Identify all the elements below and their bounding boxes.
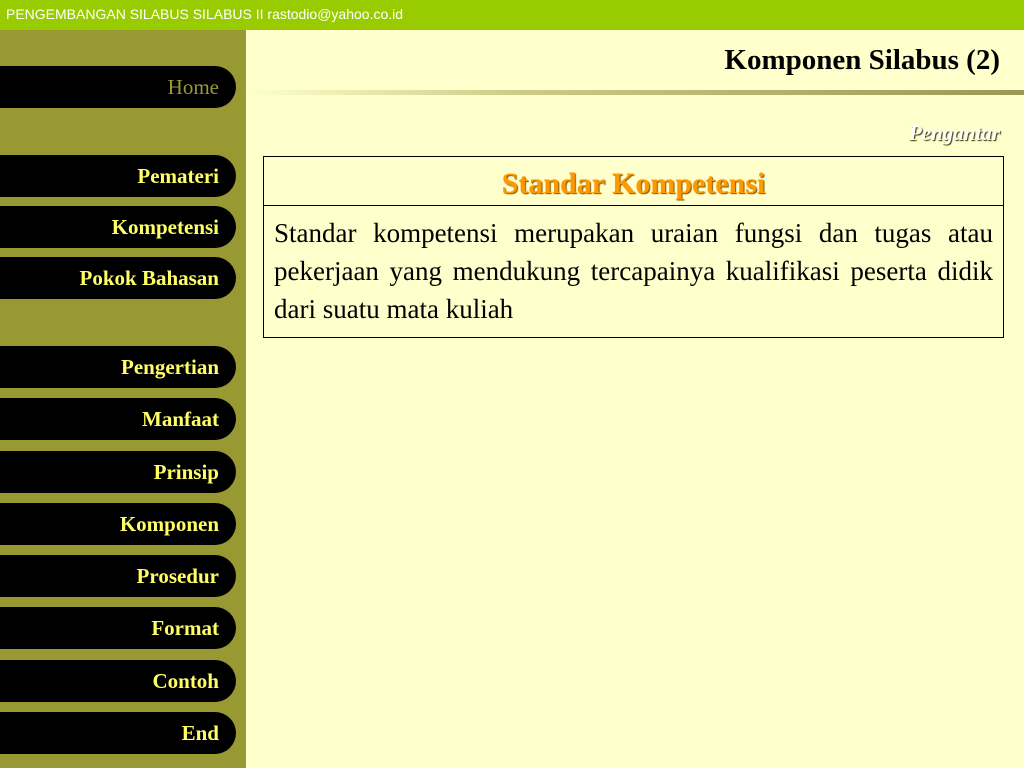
nav-format-button[interactable]: Format	[0, 607, 236, 649]
header-text: PENGEMBANGAN SILABUS SILABUS II rastodio@yahoo.co.id	[6, 6, 404, 22]
nav-home-button[interactable]: Home	[0, 66, 236, 108]
header-bar	[0, 0, 1024, 30]
content-text: Standar kompetensi merupakan uraian fungsi dan tugas atau pekerjaan yang mendukung tercapainya kualifikasi peserta didik dari suatu mata kuliah	[274, 218, 993, 324]
nav-pemateri-button[interactable]: Pemateri	[0, 155, 236, 197]
nav-komponen-button[interactable]: Komponen	[0, 503, 236, 545]
nav-prinsip-button[interactable]: Prinsip	[0, 451, 236, 493]
nav-manfaat-button[interactable]: Manfaat	[0, 398, 236, 440]
content-heading: Standar Kompetensi	[264, 157, 1003, 206]
nav-kompetensi-button[interactable]: Kompetensi	[0, 206, 236, 248]
nav-pokok-bahasan-button[interactable]: Pokok Bahasan	[0, 257, 236, 299]
content-table	[263, 156, 1004, 338]
nav-prosedur-button[interactable]: Prosedur	[0, 555, 236, 597]
slide-title: Komponen Silabus (2)	[724, 44, 1000, 76]
nav-pengertian-button[interactable]: Pengertian	[0, 346, 236, 388]
nav-end-button[interactable]: End	[0, 712, 236, 754]
section-label-pengantar: Pengantar	[908, 121, 1000, 145]
title-divider	[246, 90, 1024, 95]
nav-contoh-button[interactable]: Contoh	[0, 660, 236, 702]
